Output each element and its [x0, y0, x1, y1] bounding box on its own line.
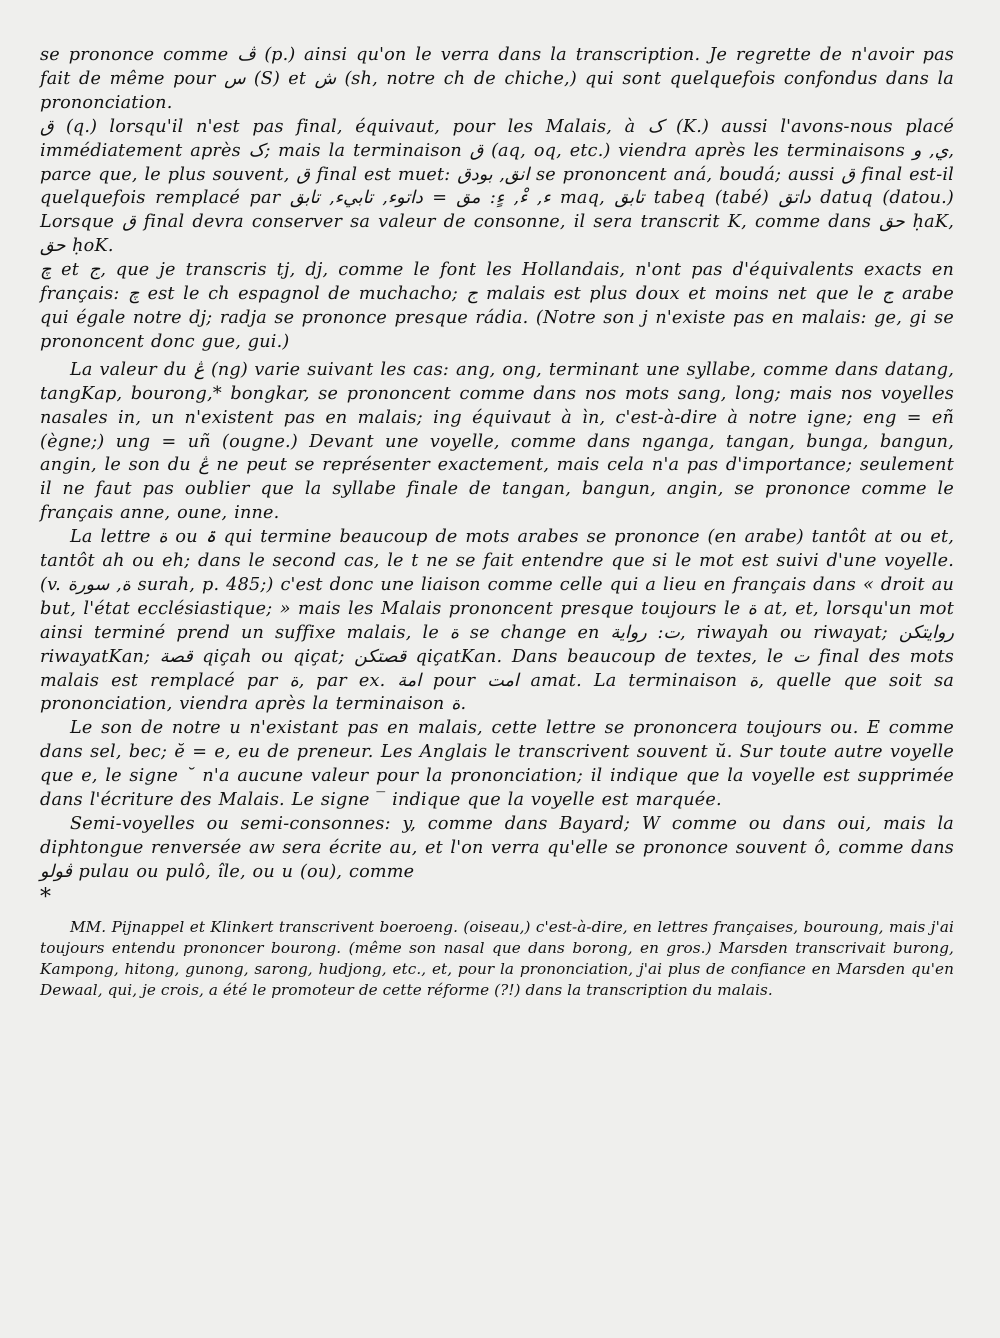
paragraph-tj-dj: چ et ج, que je transcris tj, dj, comme le font les Hollandais, n'ont pas d'équivalents exacts en français: چ est le ch espagnol de muchacho; ج malais est plus doux et moins net que le ج arabe qui égale notre dj; radja se prononce presque rádia. (Notre son j n'existe pas en malais: ge, gi se prononcent donc gue, gui.) — [40, 260, 955, 352]
footnote-text: MM. Pijnappel et Klinkert transcrivent boeroeng. (oiseau,) c'est-à-dire, en lettres françaises, bouroung, mais j'ai toujours entendu prononcer bourong. (même son nasal que dans borong, en gros.) Marsden transcrivait burong, Kampong, hitong, gunong, sarong, hudjong, etc., et, pour la prononciation, j'ai plus de confiance en Marsden qu'en Dewaal, qui, je crois, a été le promoteur de cette réforme (?!) dans la transcription du malais. — [40, 917, 954, 1000]
footnote-marker: * — [40, 884, 51, 910]
paragraph-vowels: Le son de notre u n'existant pas en malais, cette lettre se prononcera toujours ou. E comme dans sel, bec; ĕ = e, eu de preneur. Les Anglais le transcrivent souvent ŭ. Sur toute autre voyelle que e, le signe ˘ n'a aucune valeur pour la prononciation; il indique que la voyelle est supprimée dans l'écriture des Malais. Le signe ‾ indique que la voyelle est marquée. — [40, 718, 954, 811]
main-text — [40, 44, 954, 885]
paragraph-continuation: se prononce comme ڤ (p.) ainsi qu'on le verra dans la transcription. Je regrette de n'avoir pas fait de même pour س (S) et ش (sh, notre ch de chiche,) qui sont quelquefois confondus dans la prononciation. — [40, 45, 955, 113]
paragraph-nga: La valeur du ڠ (ng) varie suivant les cas: ang, ong, terminant une syllabe, comme dans datang, tangKap, bourong,* bongkar, se prononcent comme dans nos mots sang, long; mais nos voyelles nasales in, un n'existent pas en malais; ing équivaut à ìn, c'est-à-dire à notre igne; eng = eñ (ègne;) ung = uñ (ougne.) Devant une voyelle, comme dans nganga, tangan, bunga, bangun, angin, le son du ڠ ne peut se représenter exactement, mais cela n'a pas d'importance; seulement il ne faut pas oublier que la syllabe finale de tangan, bangun, angin, se prononce comme le français anne, oune, inne. — [40, 359, 954, 524]
footnote — [40, 917, 954, 1002]
paragraph-semi-vowels: Semi-voyelles ou semi-consonnes: y, comme dans Bayard; W comme ou dans oui, mais la diphtongue renversée aw sera écrite au, et l'on verra qu'elle se prononce souvent ô, comme dans ڤولو pulau ou pulô, île, ou u (ou), comme — [40, 814, 954, 882]
paragraph-ta-marbuta: La lettre ة ou ۃ qui termine beaucoup de mots arabes se prononce (en arabe) tantôt at ou et, tantôt ah ou eh; dans le second cas, le t ne se fait entendre que si le mot est suivi d'une voyelle. (v. ة, سورة surah, p. 485;) c'est donc une liaison comme celle qui a lieu en français dans « droit au but, l'état ecclésiastique; » mais les Malais prononcent presque toujours le ة at, et, lorsqu'un mot ainsi terminé prend un suffixe malais, le ة se change en ت: رواية, riwayah ou riwayat; روايتکن riwayatKan; قصة qiçah ou qiçat; قصتکن qiçatKan. Dans beaucoup de textes, le ت final des mots malais est remplacé par ة, par ex. امة pour امت amat. La terminaison ة, quelle que soit sa prononciation, viendra après la terminaison ة. — [40, 527, 955, 715]
paragraph-qaf: ق (q.) lorsqu'il n'est pas final, équivaut, pour les Malais, à ک (K.) aussi l'avons-nous placé immédiatement après ک; mais la terminaison ق (aq, oq, etc.) viendra après les terminaisons ي, و, parce que, le plus souvent, ق final est muet: انق, بودق se prononcent aná, boudá; aussi ق final est-il quelquefois remplacé par ء, ءْ, ءٍ: مق = داتوء, تابيء, تابق maq, تابق tabeq (tabé) داتق datuq (datou.) Lorsque ق final devra conserver sa valeur de consonne, il sera transcrit K, comme dans حق ḥaK, حق ḥoK. — [40, 116, 955, 257]
